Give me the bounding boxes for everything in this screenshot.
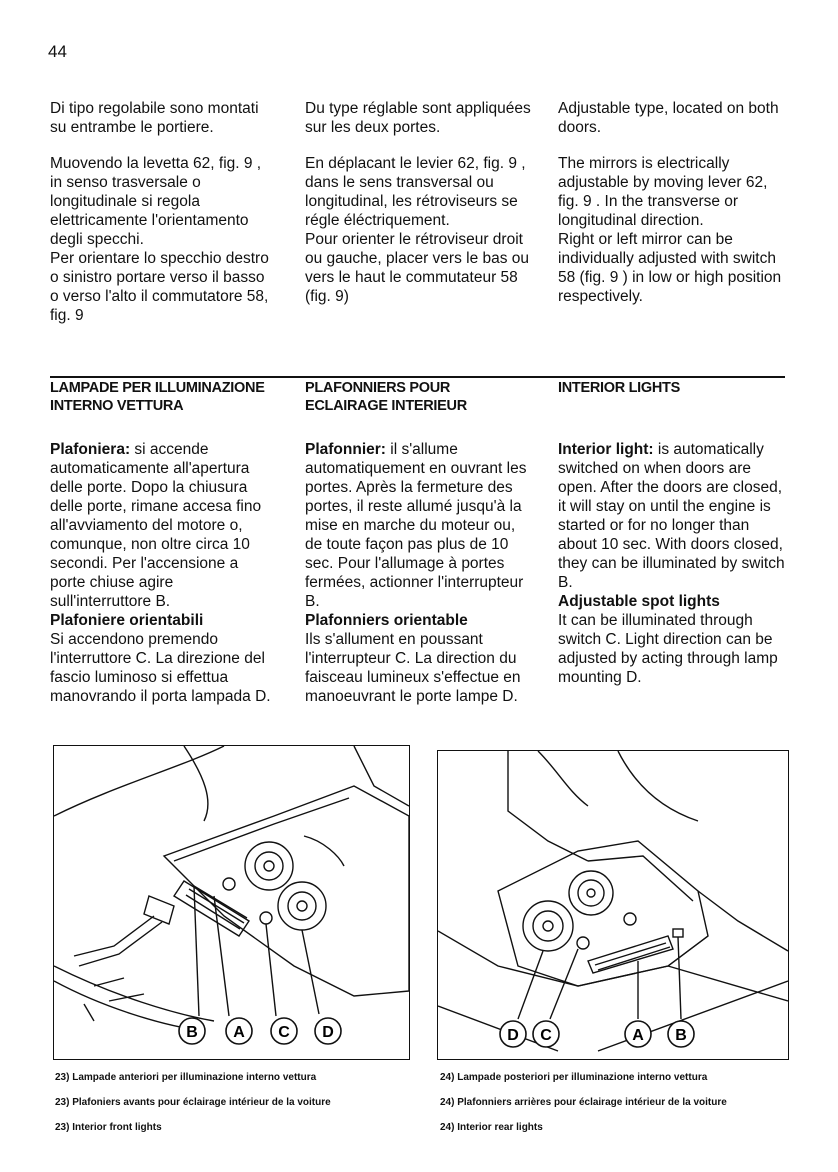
text: si accende automaticamente all'apertura delle porte. Dopo la chiusura delle porte, rimane accesa fino all'avviamento del motore o, comunque, non oltre circa 10 secondi. Per l'accensione a porte chiuse agire sull'interruttore B. xyxy=(50,441,262,610)
paragraph: Pour orienter le rétroviseur droit ou gauche, placer vers le bas ou vers le haut le commutateur 58 (fig. 9) xyxy=(305,231,530,305)
caption-24-en: 24) Interior rear lights xyxy=(440,1122,543,1133)
subheading: Plafoniere orientabili xyxy=(50,612,204,629)
text: Ils s'allument en poussant l'interrupteur C. La direction du faisceau lumineux s'effectue en manoeuvrant le porte lampe D. xyxy=(305,631,521,705)
heading-en xyxy=(558,379,680,397)
term: Plafonnier: xyxy=(305,441,386,458)
section-divider xyxy=(50,376,785,378)
subheading: Plafonniers orientable xyxy=(305,612,468,629)
page-number: 44 xyxy=(48,42,67,61)
label-c: C xyxy=(540,1027,552,1044)
figure-rear-lights xyxy=(437,750,789,1060)
caption-24-it: 24) Lampade posteriori per illuminazione interno vettura xyxy=(440,1072,708,1083)
lights-text-it xyxy=(50,440,276,706)
caption-23-it: 23) Lampade anteriori per illuminazione interno vettura xyxy=(55,1072,317,1083)
paragraph: The mirrors is electrically adjustable by moving lever 62, fig. 9 . In the transverse or longitudinal direction. xyxy=(558,155,768,229)
mirrors-text-fr xyxy=(305,99,533,323)
lights-text-fr xyxy=(305,440,533,706)
label-c: C xyxy=(278,1024,290,1041)
caption-23-fr: 23) Plafoniers avants pour éclairage intérieur de la voiture xyxy=(55,1097,331,1108)
paragraph: Muovendo la levetta 62, fig. 9 , in senso trasversale o longitudinale si regola elettricamente l'orientamento degli specchi. xyxy=(50,155,262,248)
heading-line: INTERNO VETTURA xyxy=(50,398,184,414)
label-a: A xyxy=(632,1027,644,1044)
figure-front-lights xyxy=(53,745,410,1060)
caption-23-en: 23) Interior front lights xyxy=(55,1122,162,1133)
text: Si accendono premendo l'interruttore C. La direzione del fascio luminoso si effettua manovrando il porta lampada D. xyxy=(50,631,271,705)
paragraph: Right or left mirror can be individually adjusted with switch 58 (fig. 9 ) in low or high position respectively. xyxy=(558,231,782,305)
heading-fr xyxy=(305,379,467,415)
heading-it xyxy=(50,379,265,415)
front-lights-illustration xyxy=(54,746,409,1059)
paragraph: Adjustable type, located on both doors. xyxy=(558,100,779,136)
term: Plafoniera: xyxy=(50,441,131,458)
paragraph: Per orientare lo specchio destro o sinistro portare verso il basso o verso l'alto il commutatore 58, fig. 9 xyxy=(50,250,269,324)
label-d: D xyxy=(322,1024,334,1041)
label-a: A xyxy=(233,1024,245,1041)
rear-lights-illustration xyxy=(438,751,788,1059)
lights-text-en xyxy=(558,440,786,687)
paragraph: Du type réglable sont appliquées sur les deux portes. xyxy=(305,100,531,136)
heading-line: ECLAIRAGE INTERIEUR xyxy=(305,398,467,414)
heading-line: PLAFONNIERS POUR xyxy=(305,380,451,396)
mirrors-text-it xyxy=(50,99,276,342)
label-b: B xyxy=(675,1027,687,1044)
text: It can be illuminated through switch C. Light direction can be adjusted by acting through lamp mounting D. xyxy=(558,612,778,686)
heading-line: INTERIOR LIGHTS xyxy=(558,380,680,396)
paragraph: En déplacant le levier 62, fig. 9 , dans le sens transversal ou longitudinal, les rétroviseurs se régle éléctriquement. xyxy=(305,155,526,229)
text: is automatically switched on when doors are open. After the doors are closed, it will stay on until the engine is started or for no longer than about 10 sec. With doors closed, they can be illuminated by switch B. xyxy=(558,441,785,591)
mirrors-text-en xyxy=(558,99,786,323)
subheading: Adjustable spot lights xyxy=(558,593,720,610)
paragraph: Di tipo regolabile sono montati su entrambe le portiere. xyxy=(50,100,259,136)
caption-24-fr: 24) Plafonniers arrières pour éclairage intérieur de la voiture xyxy=(440,1097,727,1108)
term: Interior light: xyxy=(558,441,654,458)
heading-line: LAMPADE PER ILLUMINAZIONE xyxy=(50,380,265,396)
label-b: B xyxy=(186,1024,198,1041)
label-d: D xyxy=(507,1027,519,1044)
text: il s'allume automatiquement en ouvrant les portes. Après la fermeture des portes, il reste allumé jusqu'à la mise en marche du moteur ou, de toute façon pas plus de 10 sec. Pour l'allumage à portes fermées, actionner l'interrupteur B. xyxy=(305,441,527,610)
